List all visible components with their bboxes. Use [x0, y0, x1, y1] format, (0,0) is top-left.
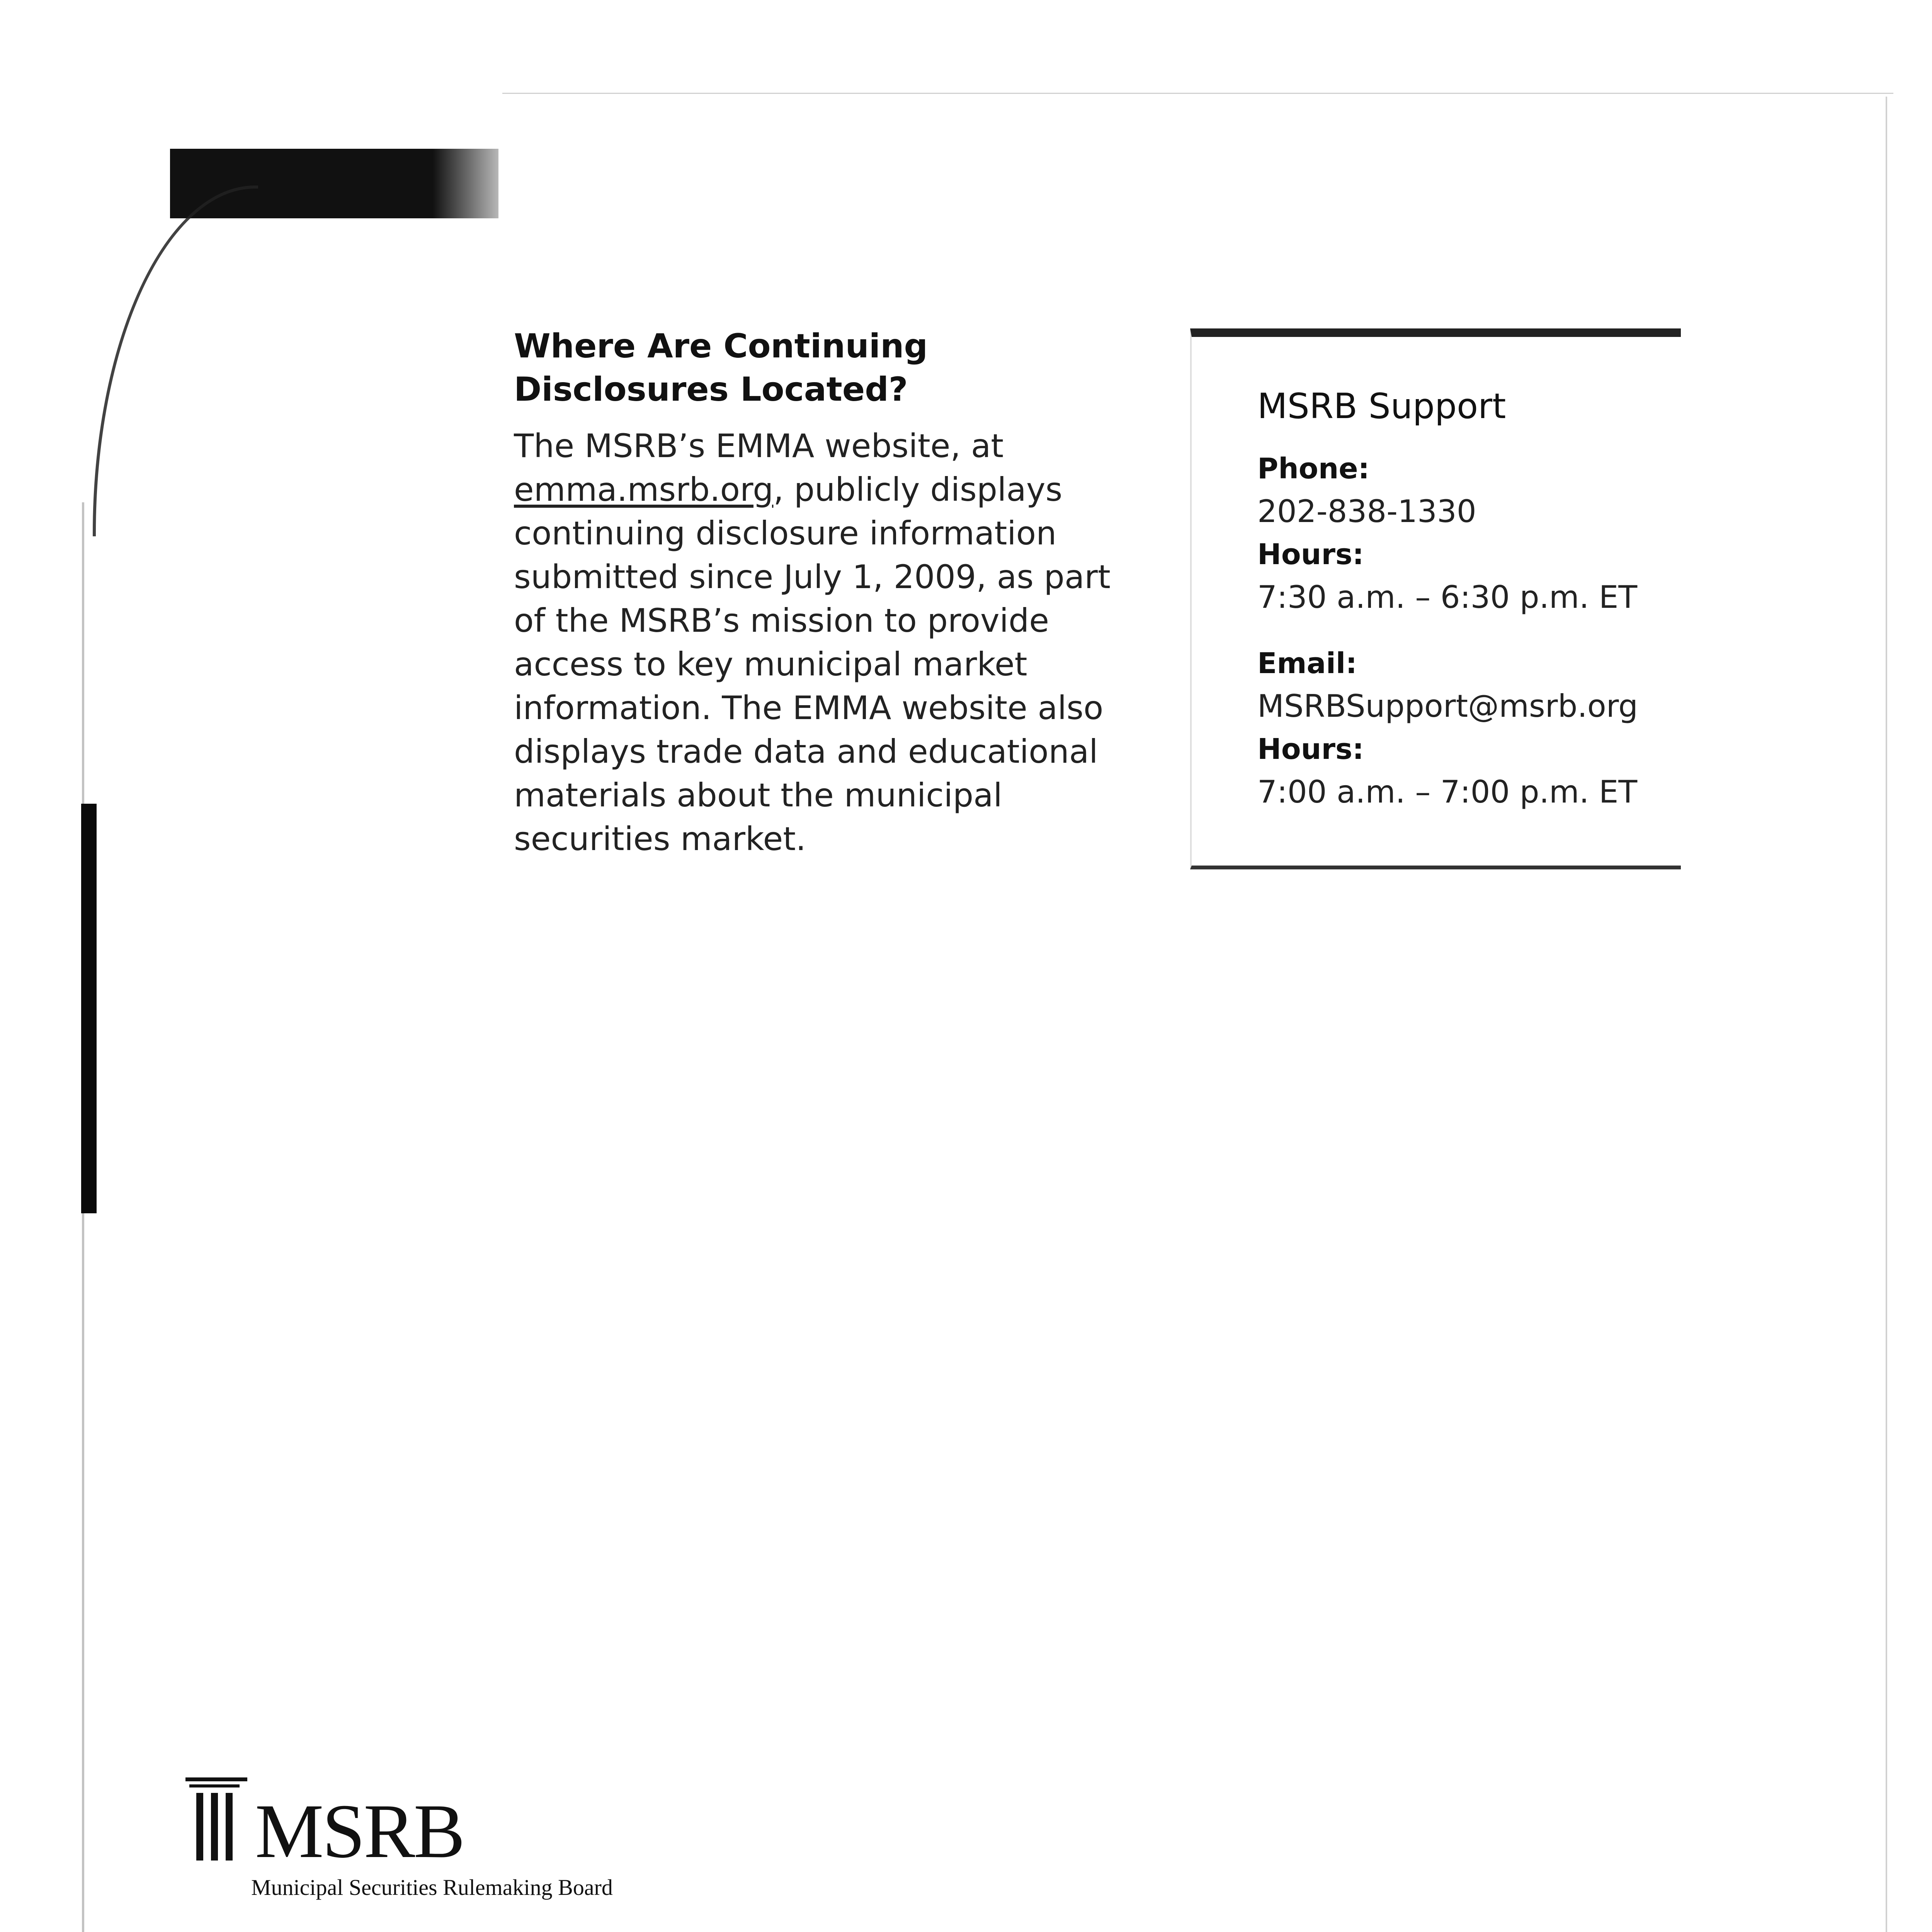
scan-artifact-curve — [93, 185, 258, 536]
email-label: Email: — [1257, 647, 1357, 680]
main-section — [514, 325, 1117, 861]
pillars-icon — [185, 1777, 251, 1862]
msrb-logo — [182, 1777, 723, 1905]
logo-subtitle: Municipal Securities Rulemaking Board — [251, 1875, 613, 1900]
phone-value: 202-838-1330 — [1257, 493, 1476, 529]
heading-line-1: Where Are Continuing — [514, 327, 928, 366]
body-paragraph — [514, 424, 1117, 861]
para-before-link: The MSRB’s EMMA website, at — [514, 427, 1004, 465]
email-hours-label: Hours: — [1257, 733, 1364, 766]
support-title: MSRB Support — [1257, 386, 1506, 427]
email-value: MSRBSupport@msrb.org — [1257, 688, 1638, 724]
emma-link[interactable]: emma.msrb.org — [514, 471, 774, 509]
phone-hours-value: 7:30 a.m. – 6:30 p.m. ET — [1257, 579, 1638, 615]
logo-wordmark: MSRB — [255, 1789, 464, 1874]
heading-line-2: Disclosures Located? — [514, 370, 908, 409]
section-heading — [514, 325, 1117, 411]
support-box — [1190, 328, 1681, 869]
scan-artifact-left-black — [81, 804, 97, 1213]
phone-label: Phone: — [1257, 452, 1370, 485]
phone-hours-label: Hours: — [1257, 538, 1364, 571]
scan-artifact-left-edge — [82, 502, 84, 1932]
scan-artifact-right-edge — [1886, 97, 1887, 1932]
email-hours-value: 7:00 a.m. – 7:00 p.m. ET — [1257, 774, 1638, 810]
scan-artifact-top-edge — [502, 93, 1893, 94]
support-spacer — [1257, 619, 1681, 642]
para-after-link: , publicly displays continuing disclosure information submitted since July 1, 2009, as part of the MSRB’s mission to provide access to key municipal market information. The EMMA website also displays trade data and educational materials about the municipal securities market. — [514, 471, 1111, 858]
